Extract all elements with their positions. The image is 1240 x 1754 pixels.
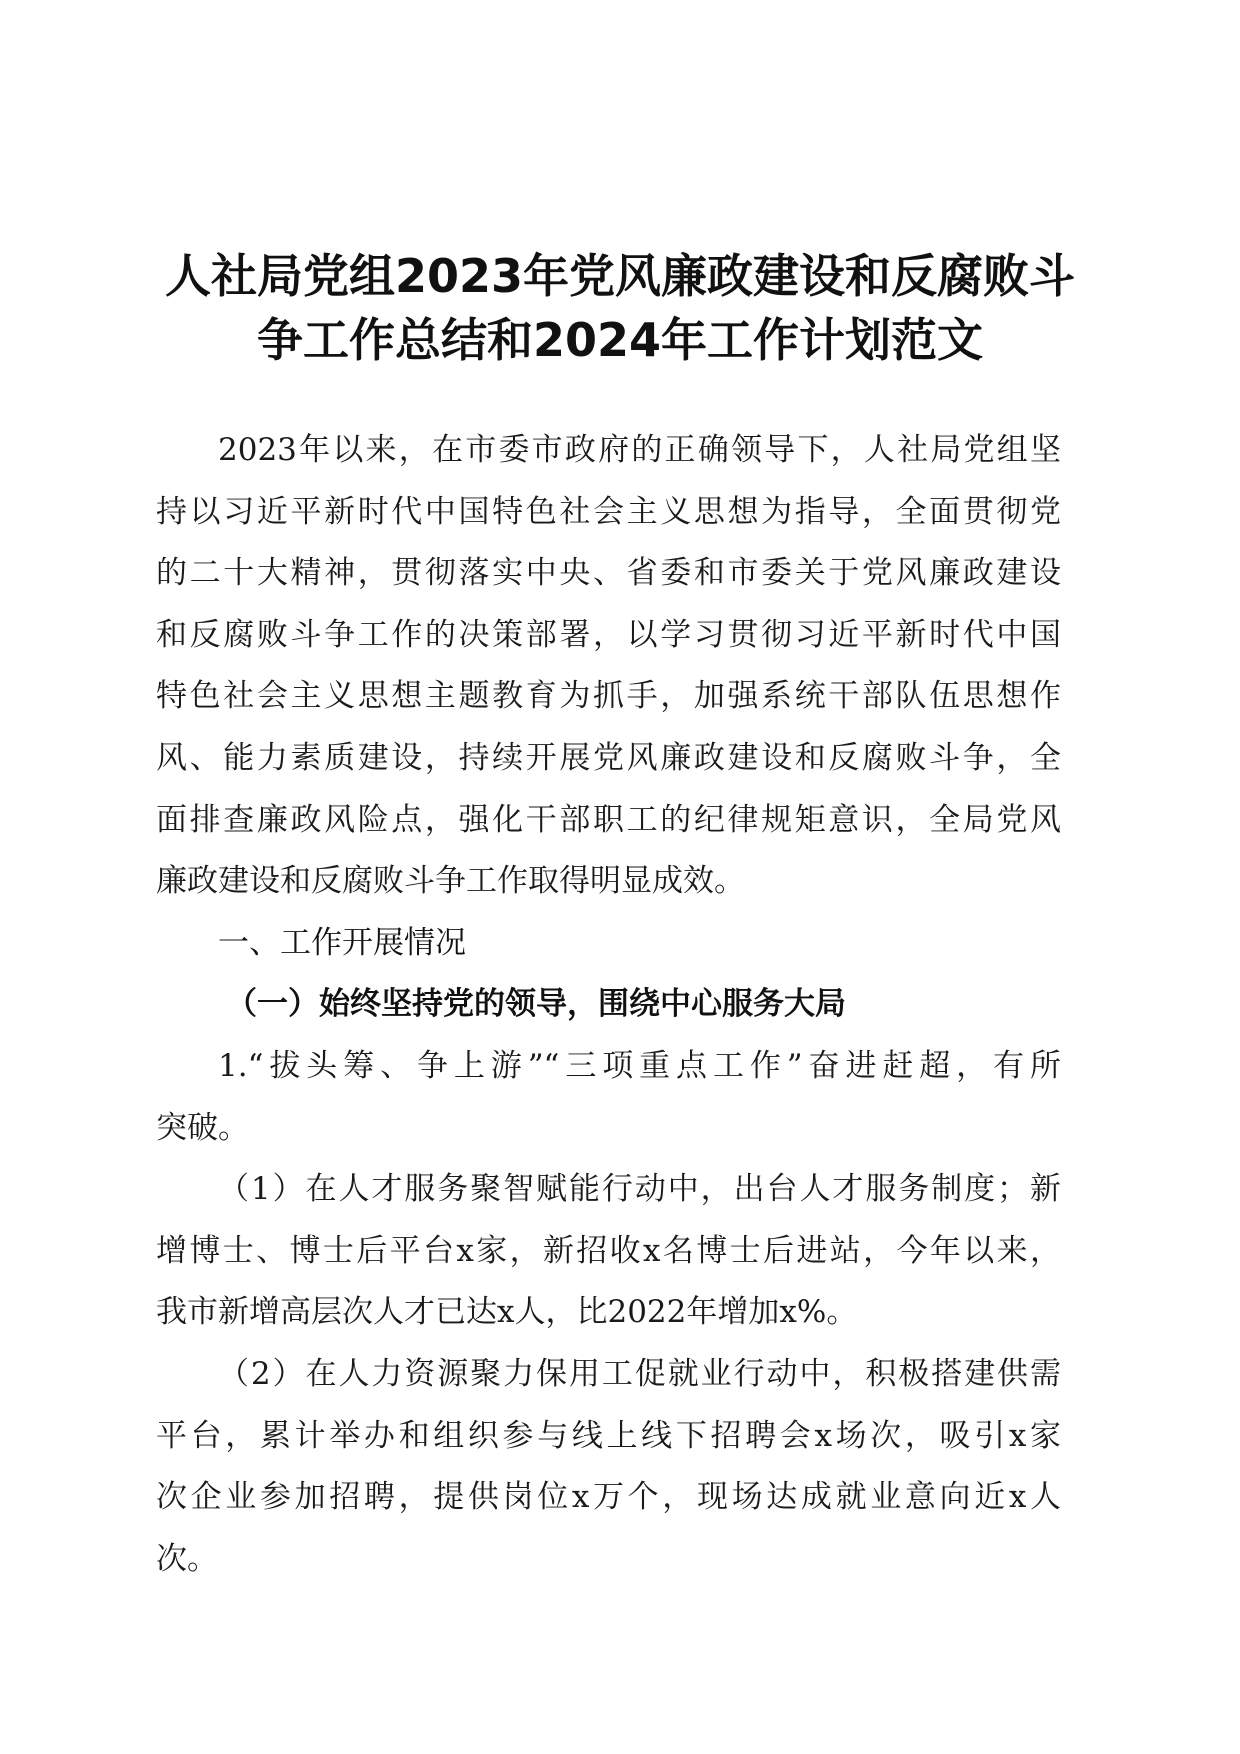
title-line-1: 人社局党组2023年党风廉政建设和反腐败斗 bbox=[164, 249, 1076, 303]
subsection-heading: （一）始终坚持党的领导，围绕中心服务大局 bbox=[226, 986, 846, 1023]
text-line: 风、能力素质建设，持续开展党风廉政建设和反腐败斗争，全 bbox=[156, 739, 1061, 776]
text-line: 面排查廉政风险点，强化干部职工的纪律规矩意识，全局党风 bbox=[156, 801, 1061, 838]
text-line: 的二十大精神，贯彻落实中央、省委和市委关于党风廉政建设 bbox=[156, 555, 1061, 592]
text-line: 次企业参加招聘，提供岗位x万个，现场达成就业意向近x人 bbox=[156, 1479, 1061, 1516]
intro-paragraph bbox=[156, 420, 1061, 913]
text-line: 次。 bbox=[156, 1540, 218, 1577]
text-line: 1.“拔头筹、争上游”“三项重点工作”奋进赶超，有所 bbox=[218, 1047, 1061, 1084]
item-1-1-paragraph bbox=[156, 1159, 1061, 1344]
document-title bbox=[150, 244, 1090, 372]
text-line: 廉政建设和反腐败斗争工作取得明显成效。 bbox=[156, 863, 745, 900]
text-line: 和反腐败斗争工作的决策部署，以学习贯彻习近平新时代中国 bbox=[156, 616, 1061, 653]
text-line: 突破。 bbox=[156, 1109, 249, 1146]
text-line: 我市新增高层次人才已达x人，比2022年增加x%。 bbox=[156, 1294, 858, 1331]
text-line: 特色社会主义思想主题教育为抓手，加强系统干部队伍思想作 bbox=[156, 678, 1061, 715]
text-line: （1）在人才服务聚智赋能行动中，出台人才服务制度；新 bbox=[218, 1171, 1061, 1208]
document-body bbox=[156, 420, 1061, 1590]
text-line: 2023年以来，在市委市政府的正确领导下，人社局党组坚 bbox=[218, 432, 1061, 468]
section-heading: 一、工作开展情况 bbox=[218, 924, 466, 961]
title-line-2: 争工作总结和2024年工作计划范文 bbox=[256, 313, 984, 367]
text-line: （2）在人力资源聚力保用工促就业行动中，积极搭建供需 bbox=[218, 1355, 1061, 1392]
item-1-2-paragraph bbox=[156, 1344, 1061, 1590]
text-line: 持以习近平新时代中国特色社会主义思想为指导，全面贯彻党 bbox=[156, 493, 1061, 530]
text-line: 平台，累计举办和组织参与线上线下招聘会x场次，吸引x家 bbox=[156, 1417, 1061, 1454]
item-1-paragraph bbox=[156, 1036, 1061, 1159]
text-line: 增博士、博士后平台x家，新招收x名博士后进站，今年以来， bbox=[156, 1232, 1061, 1269]
